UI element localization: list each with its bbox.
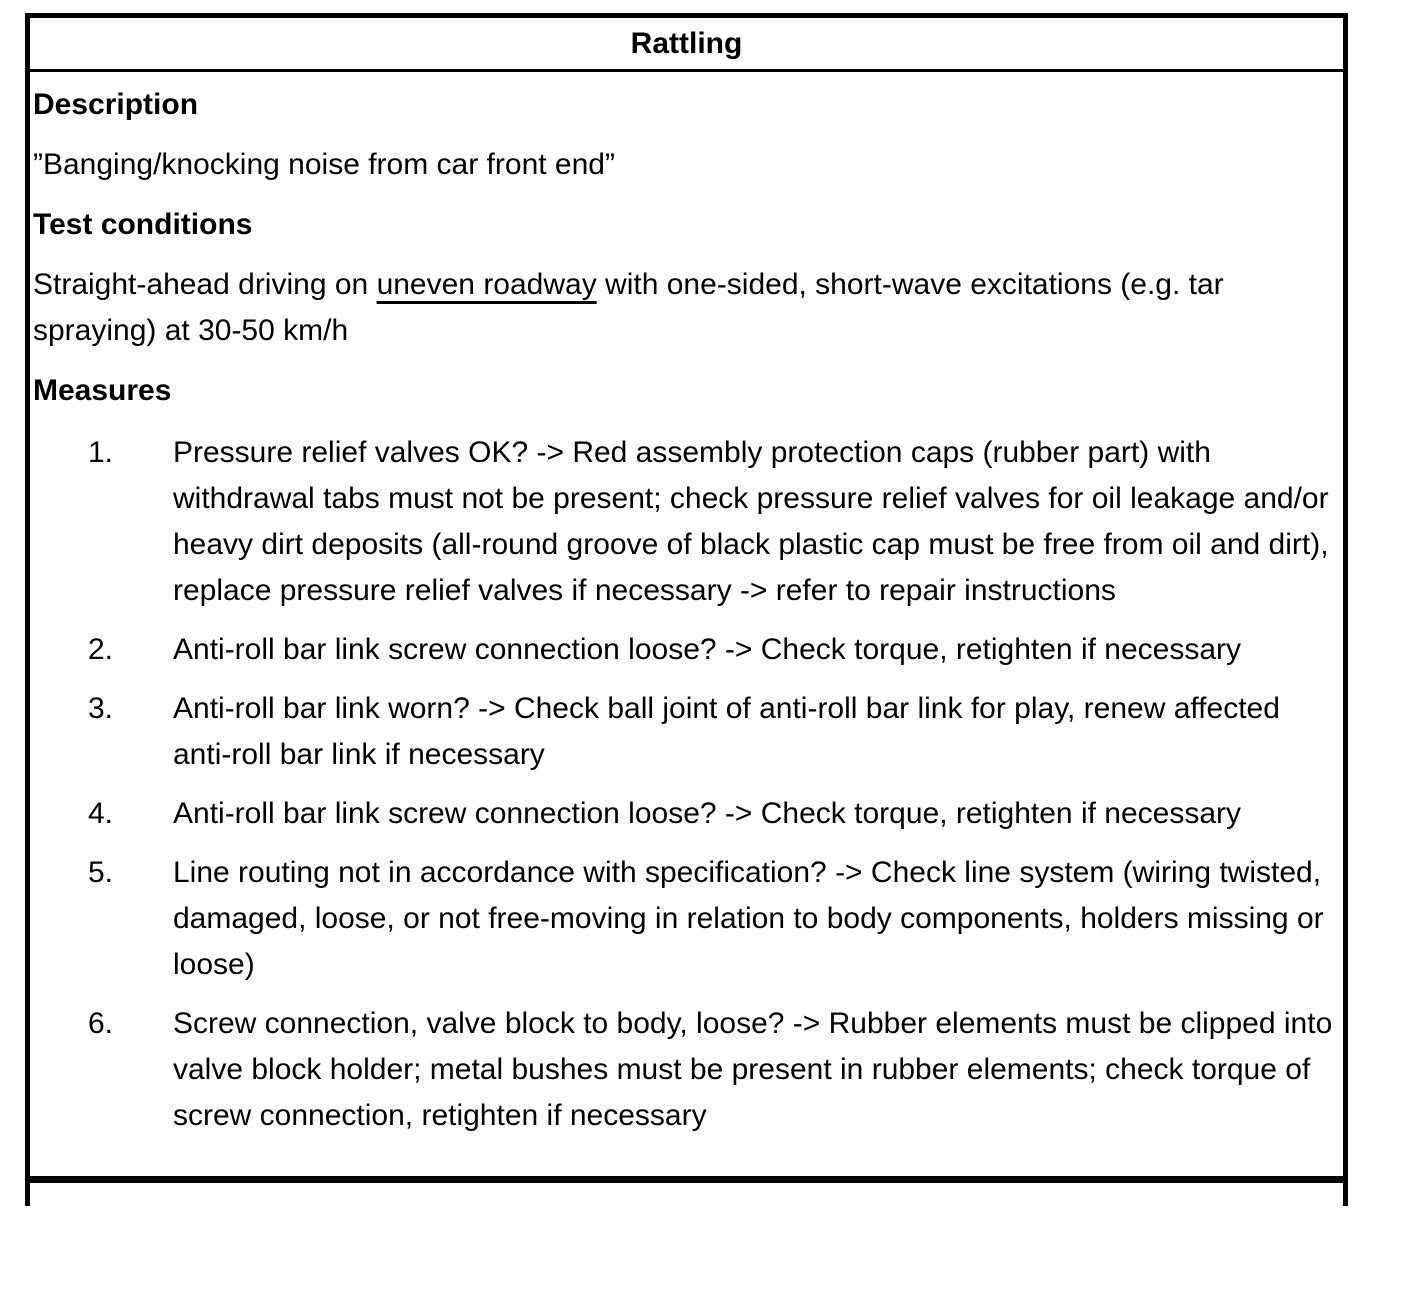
test-conditions-text bbox=[33, 262, 1335, 354]
page-title: Rattling bbox=[630, 26, 743, 60]
measure-item bbox=[33, 627, 1335, 673]
measure-number: 2. bbox=[88, 633, 114, 666]
measure-text: Anti-roll bar link worn? -> Check ball joint of anti-roll bar link for play, renew affected anti-roll bar link if necessary bbox=[173, 692, 1280, 771]
measure-number: 1. bbox=[88, 436, 114, 469]
stub-row bbox=[30, 1183, 1343, 1206]
test-conditions-pre: Straight-ahead driving on bbox=[33, 268, 377, 301]
description-heading: Description bbox=[33, 88, 199, 121]
measure-number: 4. bbox=[88, 797, 114, 830]
measure-text: Screw connection, valve block to body, loose? -> Rubber elements must be clipped into valve block holder; metal bushes must be present in rubber elements; check torque of screw connection, retighten if necessary bbox=[173, 1007, 1333, 1132]
description-text: ”Banging/knocking noise from car front end” bbox=[33, 148, 615, 181]
measure-item bbox=[33, 850, 1335, 988]
measure-number: 6. bbox=[88, 1007, 114, 1040]
title-row bbox=[30, 18, 1343, 72]
measure-item bbox=[33, 1001, 1335, 1139]
measure-number: 5. bbox=[88, 856, 114, 889]
measure-text: Anti-roll bar link screw connection loose? -> Check torque, retighten if necessary bbox=[173, 633, 1242, 666]
measures-heading: Measures bbox=[33, 374, 172, 407]
measures-list bbox=[33, 430, 1335, 1139]
test-conditions-post: with one-sided, short-wave excitations (e.g. tar spraying) at 30-50 km/h bbox=[33, 268, 1224, 347]
measure-text: Line routing not in accordance with specification? -> Check line system (wiring twisted, damaged, loose, or not free-moving in relation to body components, holders missing or loose) bbox=[173, 856, 1324, 981]
doc-body bbox=[30, 72, 1343, 1183]
measure-item bbox=[33, 430, 1335, 614]
measure-number: 3. bbox=[88, 692, 114, 725]
underlined-phrase: uneven roadway bbox=[376, 268, 597, 301]
test-conditions-heading: Test conditions bbox=[33, 208, 253, 241]
doc-table bbox=[25, 13, 1348, 1206]
measure-text: Pressure relief valves OK? -> Red assembly protection caps (rubber part) with withdrawal tabs must not be present; check pressure relief valves for oil leakage and/or heavy dirt deposits (all-round groove of black plastic cap must be free from oil and dirt), replace pressure relief valves if necessary -> refer to repair instructions bbox=[173, 436, 1329, 607]
measure-item bbox=[33, 686, 1335, 778]
measure-item bbox=[33, 791, 1335, 837]
measure-text: Anti-roll bar link screw connection loose? -> Check torque, retighten if necessary bbox=[173, 797, 1242, 830]
